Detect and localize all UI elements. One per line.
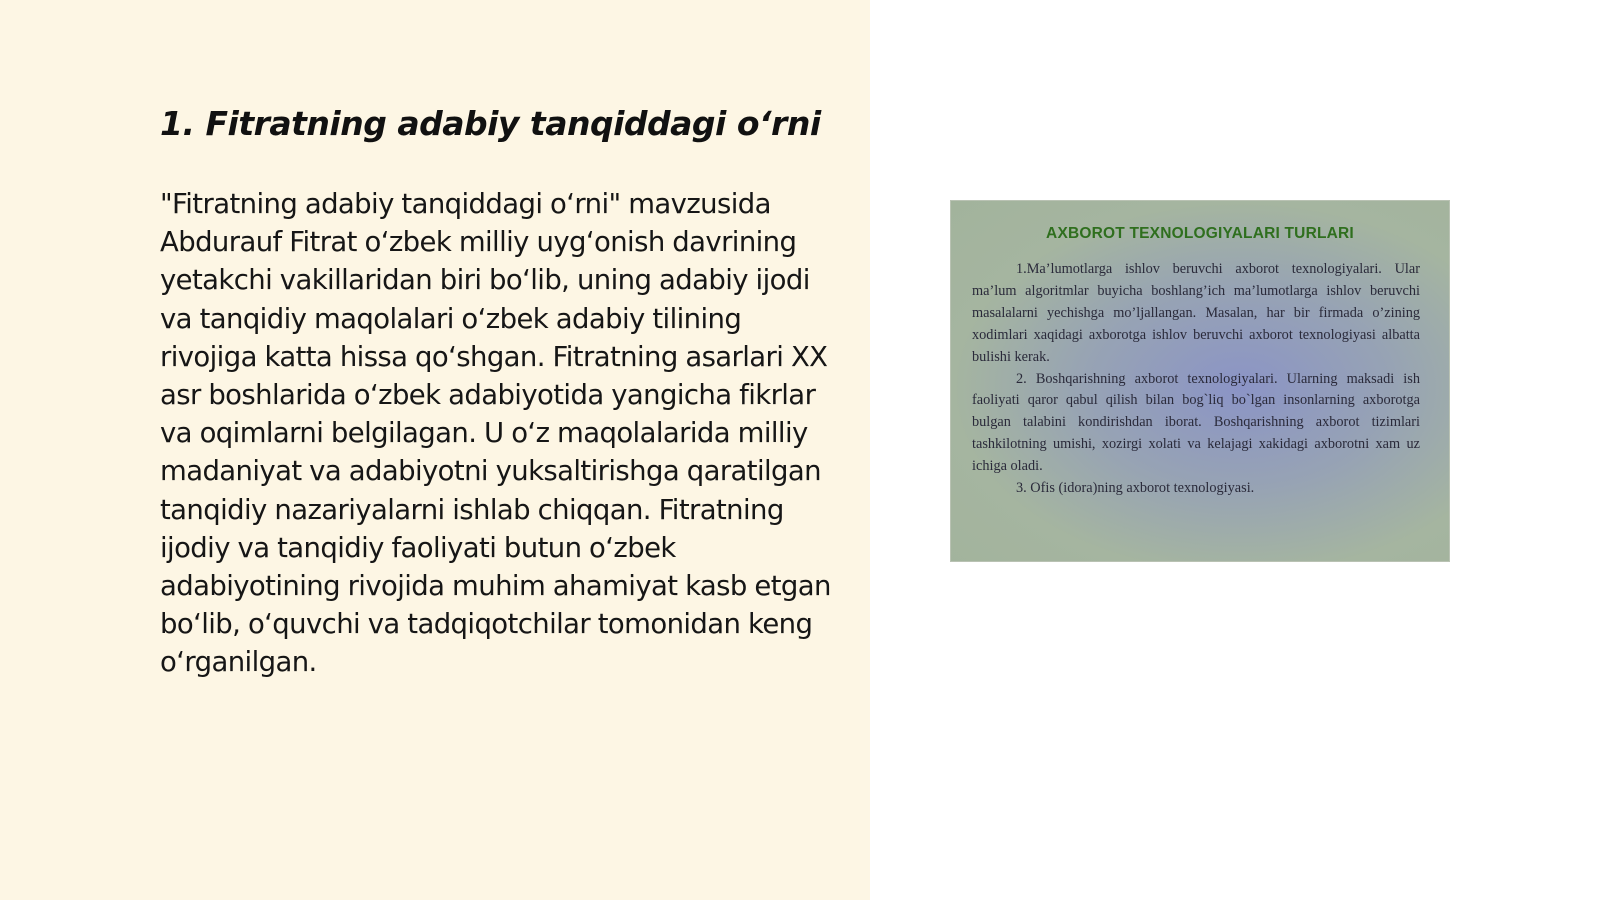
scanned-paragraph-1: 1.Ma’lumotlarga ishlov beruvchi axborot texnologiyalari. Ular ma’lum algoritmlar buyicha boshlang’ich ma’lumotlarga ishlov beruvchi masalalarni yechishga mo’ljallangan. Masalan, har bir firmada o’zining xodimlari xaqidagi axborotga ishlov beruvchi axborot texnologiyasi albatta bulishi kerak. xyxy=(972,261,1420,365)
slide-body-text: "Fitratning adabiy tanqiddagi o‘rni" mavzusida Abdurauf Fitrat o‘zbek milliy uyg‘onish davrining yetakchi vakillaridan biri bo‘lib, uning adabiy ijodi va tanqidiy maqolalari o‘zbek adabiy tilining rivojiga katta hissa qo‘shgan. Fitratning asarlari XX asr boshlarida o‘zbek adabiyotida yangicha fikrlar va oqimlarni belgilagan. U o‘z maqolalarida milliy madaniyat va adabiyotni yuksaltirishga qaratilgan tanqidiy nazariyalarni ishlab chiqqan. Fitratning ijodiy va tanqidiy faoliyati butun o‘zbek adabiyotining rivojida muhim ahamiyat kasb etgan bo‘lib, o‘quvchi va tadqiqotchilar tomonidan keng o‘rganilgan. xyxy=(160,188,831,679)
scanned-image-body xyxy=(972,259,1420,500)
scanned-text-image xyxy=(950,200,1450,562)
slide-title: 1. Fitratning adabiy tanqiddagi o‘rni xyxy=(160,104,821,143)
scanned-image-heading: AXBOROT TEXNOLOGIYALARI TURLARI xyxy=(1046,225,1354,242)
scanned-paragraph-3: 3. Ofis (idora)ning axborot texnologiyasi. xyxy=(1016,480,1255,497)
scanned-paragraph-2: 2. Boshqarishning axborot texnologiyalari. Ularning maksadi ish faoliyati qaror qabul qilish bilan bog`liq bo`lgan insonlarning axborotga bulgan talabini kondirishdan iborat. Boshqarishning axborot tizimlari tashkilotning umishi, xozirgi xolati va kelajagi xakidagi axborotni xam uz ichiga oladi. xyxy=(972,370,1420,475)
